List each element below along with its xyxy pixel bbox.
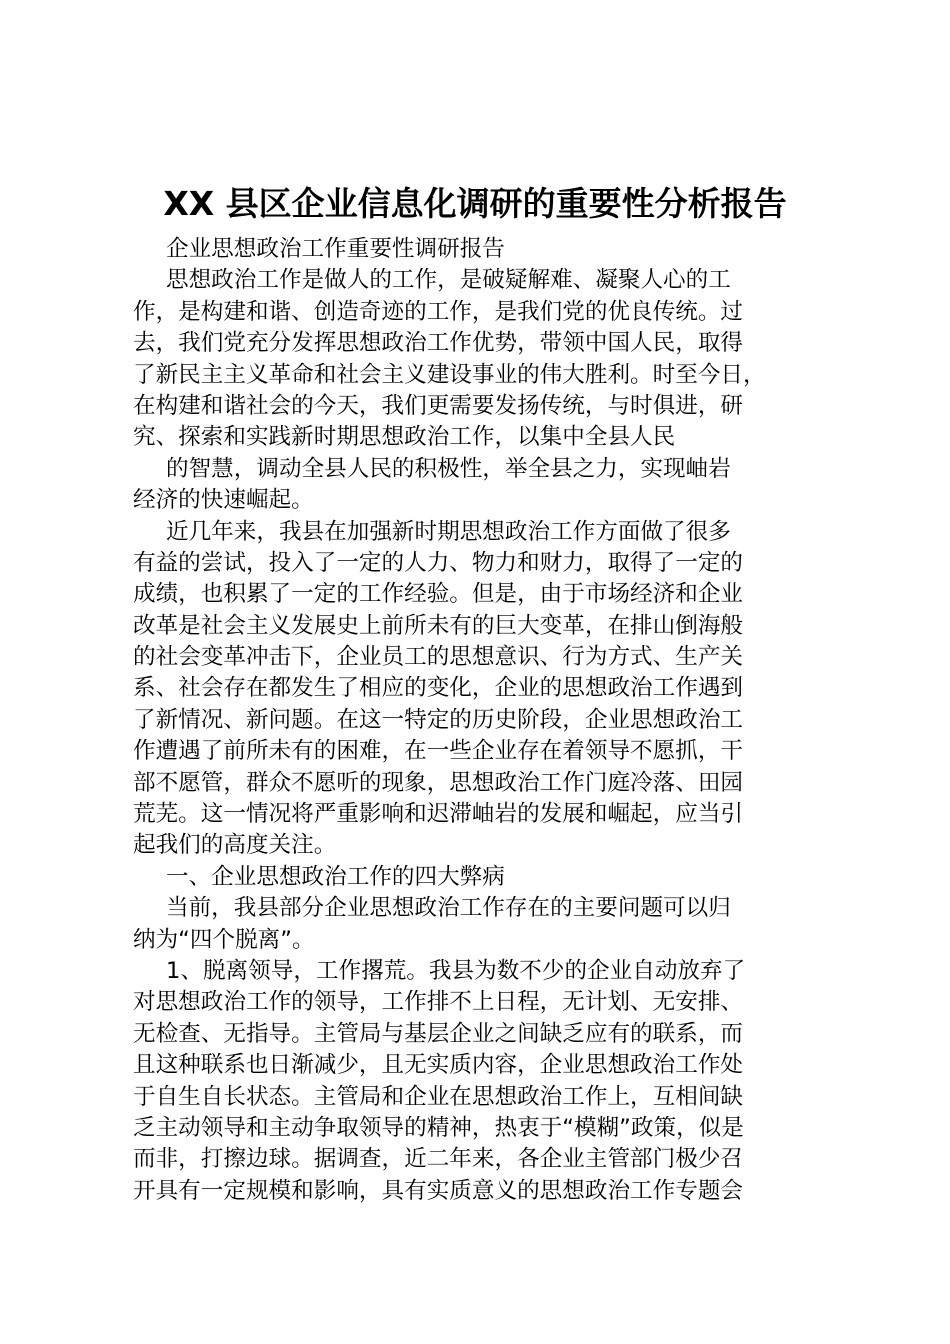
body-line: 了新民主主义革命和社会主义建设事业的伟大胜利。时至今日， <box>133 361 766 388</box>
body-line: 近几年来，我县在加强新时期思想政治工作方面做了很多 <box>166 518 731 545</box>
body-line: 荒芜。这一情况将严重影响和迟滞岫岩的发展和崛起，应当引 <box>133 801 744 828</box>
body-line: 改革是社会主义发展史上前所未有的巨大变革，在排山倒海般 <box>133 612 744 639</box>
body-line: 无检查、无指导。主管局与基层企业之间缺乏应有的联系，而 <box>133 1020 744 1047</box>
body-line: 开具有一定规模和影响，具有实质意义的思想政治工作专题会 <box>133 1177 744 1204</box>
body-line: 有益的尝试，投入了一定的人力、物力和财力，取得了一定的 <box>133 549 744 576</box>
body-line: 1、脱离领导，工作撂荒。我县为数不少的企业自动放弃了 <box>166 957 746 984</box>
body-line: 一、企业思想政治工作的四大弊病 <box>166 863 505 890</box>
body-line: 部不愿管，群众不愿听的现象，思想政治工作门庭冷落、田园 <box>133 769 744 796</box>
body-line: 且这种联系也日渐减少，且无实质内容，企业思想政治工作处 <box>133 1052 744 1079</box>
body-line: 作，是构建和谐、创造奇迹的工作，是我们党的优良传统。过 <box>133 298 744 325</box>
body-line: 对思想政治工作的领导，工作排不上日程，无计划、无安排、 <box>133 989 744 1016</box>
body-line: 而非，打擦边球。据调查，近二年来，各企业主管部门极少召 <box>133 1146 744 1173</box>
body-line: 起我们的高度关注。 <box>133 832 337 859</box>
document-body <box>133 234 833 1207</box>
body-line: 的智慧，调动全县人民的积极性，举全县之力，实现岫岩 <box>166 455 731 482</box>
body-line: 究、探索和实践新时期思想政治工作，以集中全县人民 <box>133 424 676 451</box>
body-line: 去，我们党充分发挥思想政治工作优势，带领中国人民，取得 <box>133 330 744 357</box>
body-line: 了新情况、新问题。在这一特定的历史阶段，企业思想政治工 <box>133 706 744 733</box>
body-line: 于自生自长状态。主管局和企业在思想政治工作上，互相间缺 <box>133 1083 744 1110</box>
body-line: 思想政治工作是做人的工作，是破疑解难、凝聚人心的工 <box>166 267 731 294</box>
body-line: 作遭遇了前所未有的困难，在一些企业存在着领导不愿抓，干 <box>133 738 744 765</box>
body-line: 在构建和谐社会的今天，我们更需要发扬传统，与时俱进，研 <box>133 392 744 419</box>
document-title: XX 县区企业信息化调研的重要性分析报告 <box>163 184 787 223</box>
body-line: 系、社会存在都发生了相应的变化，企业的思想政治工作遇到 <box>133 675 744 702</box>
body-line: 企业思想政治工作重要性调研报告 <box>166 236 505 262</box>
body-line: 乏主动领导和主动争取领导的精神，热衷于“模糊”政策，似是 <box>133 1114 744 1141</box>
body-line: 当前，我县部分企业思想政治工作存在的主要问题可以归 <box>166 895 731 922</box>
body-line: 经济的快速崛起。 <box>133 487 314 514</box>
body-line: 纳为“四个脱离”。 <box>133 926 315 953</box>
body-line: 成绩，也积累了一定的工作经验。但是，由于市场经济和企业 <box>133 581 744 608</box>
body-line: 的社会变革冲击下，企业员工的思想意识、行为方式、生产关 <box>133 644 744 671</box>
